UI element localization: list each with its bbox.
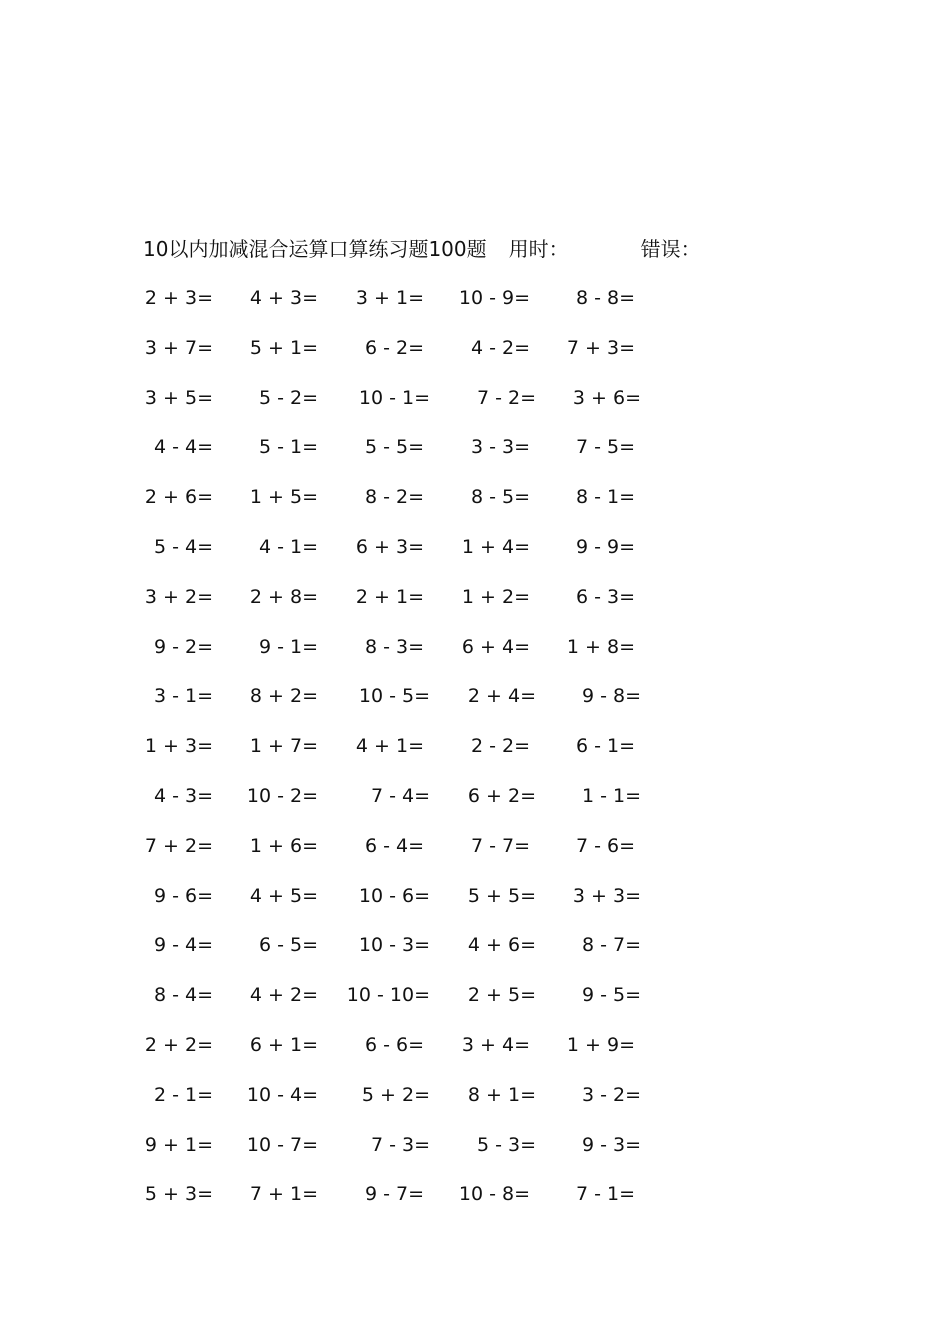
problem-item: 8 - 2=	[364, 486, 424, 509]
problem-item: 7 - 5=	[575, 436, 635, 459]
problem-item: 7 - 7=	[470, 834, 530, 857]
problem-item: 7 - 6=	[575, 834, 635, 857]
problem-item: 6 - 3=	[575, 585, 635, 608]
problem-item: 1 + 8=	[566, 635, 635, 658]
problem-item: 7 + 1=	[249, 1183, 318, 1206]
problem-item: 2 + 4=	[467, 685, 536, 708]
problem-item: 9 - 1=	[258, 635, 318, 658]
problem-item: 2 - 1=	[153, 1083, 213, 1106]
problem-row	[0, 334, 950, 384]
problem-item: 1 + 3=	[144, 735, 213, 758]
problem-item: 4 + 6=	[467, 934, 536, 957]
problem-item: 10 - 3=	[358, 934, 430, 957]
problem-item: 6 + 2=	[467, 784, 536, 807]
problem-item: 3 + 5=	[144, 386, 213, 409]
problem-item: 10 - 4=	[246, 1083, 318, 1106]
problem-item: 6 - 2=	[364, 336, 424, 359]
problem-item: 10 - 8=	[458, 1183, 530, 1206]
problem-item: 8 - 7=	[581, 934, 641, 957]
problem-item: 2 + 1=	[355, 585, 424, 608]
problem-item: 7 - 1=	[575, 1183, 635, 1206]
problem-item: 9 - 2=	[153, 635, 213, 658]
problem-row	[0, 1081, 950, 1131]
problem-item: 3 + 1=	[355, 287, 424, 309]
problem-item: 4 - 1=	[258, 535, 318, 558]
problem-item: 8 + 2=	[249, 685, 318, 708]
problem-item: 7 + 2=	[144, 834, 213, 857]
problem-item: 9 - 5=	[581, 984, 641, 1007]
problem-item: 9 + 1=	[144, 1133, 213, 1156]
problem-item: 7 - 4=	[370, 784, 430, 807]
problem-row	[0, 384, 950, 434]
problem-row	[0, 882, 950, 932]
error-count-label: 错误：	[640, 237, 701, 261]
problem-row	[0, 1031, 950, 1081]
problem-item: 6 + 1=	[249, 1033, 318, 1056]
problem-item: 3 - 2=	[581, 1083, 641, 1106]
problem-item: 1 + 4=	[461, 535, 530, 558]
problem-item: 3 + 3=	[572, 884, 641, 907]
problem-item: 2 + 2=	[144, 1033, 213, 1056]
problem-row	[0, 931, 950, 981]
problem-item: 3 + 2=	[144, 585, 213, 608]
problem-item: 5 + 2=	[361, 1083, 430, 1106]
problem-row	[0, 832, 950, 882]
problem-row	[0, 583, 950, 633]
problem-item: 9 - 9=	[575, 535, 635, 558]
problem-item: 4 + 1=	[355, 735, 424, 758]
problem-item: 6 + 4=	[461, 635, 530, 658]
problem-item: 4 - 4=	[153, 436, 213, 459]
problem-item: 1 + 9=	[566, 1033, 635, 1056]
problem-row	[0, 732, 950, 782]
problem-item: 6 + 3=	[355, 535, 424, 558]
problem-item: 9 - 8=	[581, 685, 641, 708]
problem-row	[0, 284, 950, 334]
problem-item: 1 - 1=	[581, 784, 641, 807]
problem-item: 5 - 1=	[258, 436, 318, 459]
problem-item: 5 - 5=	[364, 436, 424, 459]
problem-row	[0, 633, 950, 683]
problem-row	[0, 1131, 950, 1181]
problem-item: 3 + 4=	[461, 1033, 530, 1056]
problem-item: 7 - 3=	[370, 1133, 430, 1156]
problem-item: 7 - 2=	[476, 386, 536, 409]
problem-item: 4 + 5=	[249, 884, 318, 907]
problem-item: 9 - 4=	[153, 934, 213, 957]
problem-item: 6 - 4=	[364, 834, 424, 857]
problem-item: 3 + 6=	[572, 386, 641, 409]
problem-row	[0, 682, 950, 732]
problem-row	[0, 433, 950, 483]
problem-item: 1 + 2=	[461, 585, 530, 608]
problem-item: 1 + 6=	[249, 834, 318, 857]
problem-item: 1 + 7=	[249, 735, 318, 758]
problem-row	[0, 483, 950, 533]
problem-item: 10 - 6=	[358, 884, 430, 907]
problem-row	[0, 981, 950, 1031]
problem-item: 7 + 3=	[566, 336, 635, 359]
problem-item: 8 - 5=	[470, 486, 530, 509]
worksheet-header	[143, 236, 701, 262]
problem-item: 8 - 4=	[153, 984, 213, 1007]
problem-item: 3 + 7=	[144, 336, 213, 359]
problem-item: 2 - 2=	[470, 735, 530, 758]
problem-item: 10 - 9=	[458, 287, 530, 309]
problem-item: 2 + 6=	[144, 486, 213, 509]
time-used-label: 用时：	[508, 237, 569, 261]
problem-item: 5 - 3=	[476, 1133, 536, 1156]
problem-item: 9 - 3=	[581, 1133, 641, 1156]
worksheet-title: 10以内加减混合运算口算练习题100题	[143, 237, 487, 261]
problem-item: 4 - 3=	[153, 784, 213, 807]
problem-item: 2 + 3=	[144, 287, 213, 309]
problem-item: 5 + 1=	[249, 336, 318, 359]
problem-item: 6 - 5=	[258, 934, 318, 957]
problem-item: 8 - 8=	[575, 287, 635, 309]
problem-item: 10 - 5=	[358, 685, 430, 708]
problem-item: 4 + 3=	[249, 287, 318, 309]
problem-item: 10 - 10=	[346, 984, 430, 1007]
problem-item: 5 - 2=	[258, 386, 318, 409]
problem-item: 10 - 7=	[246, 1133, 318, 1156]
problem-item: 4 + 2=	[249, 984, 318, 1007]
problem-row	[0, 533, 950, 583]
problem-row	[0, 1180, 950, 1230]
problem-item: 10 - 1=	[358, 386, 430, 409]
problem-grid	[0, 284, 950, 1230]
problem-item: 2 + 8=	[249, 585, 318, 608]
problem-item: 8 - 1=	[575, 486, 635, 509]
problem-item: 3 - 3=	[470, 436, 530, 459]
problem-item: 4 - 2=	[470, 336, 530, 359]
problem-item: 6 - 6=	[364, 1033, 424, 1056]
problem-item: 8 + 1=	[467, 1083, 536, 1106]
problem-item: 3 - 1=	[153, 685, 213, 708]
problem-item: 5 + 3=	[144, 1183, 213, 1206]
problem-item: 2 + 5=	[467, 984, 536, 1007]
problem-item: 5 + 5=	[467, 884, 536, 907]
problem-item: 8 - 3=	[364, 635, 424, 658]
problem-item: 1 + 5=	[249, 486, 318, 509]
problem-item: 9 - 6=	[153, 884, 213, 907]
problem-item: 9 - 7=	[364, 1183, 424, 1206]
problem-item: 6 - 1=	[575, 735, 635, 758]
problem-item: 5 - 4=	[153, 535, 213, 558]
problem-row	[0, 782, 950, 832]
problem-item: 10 - 2=	[246, 784, 318, 807]
